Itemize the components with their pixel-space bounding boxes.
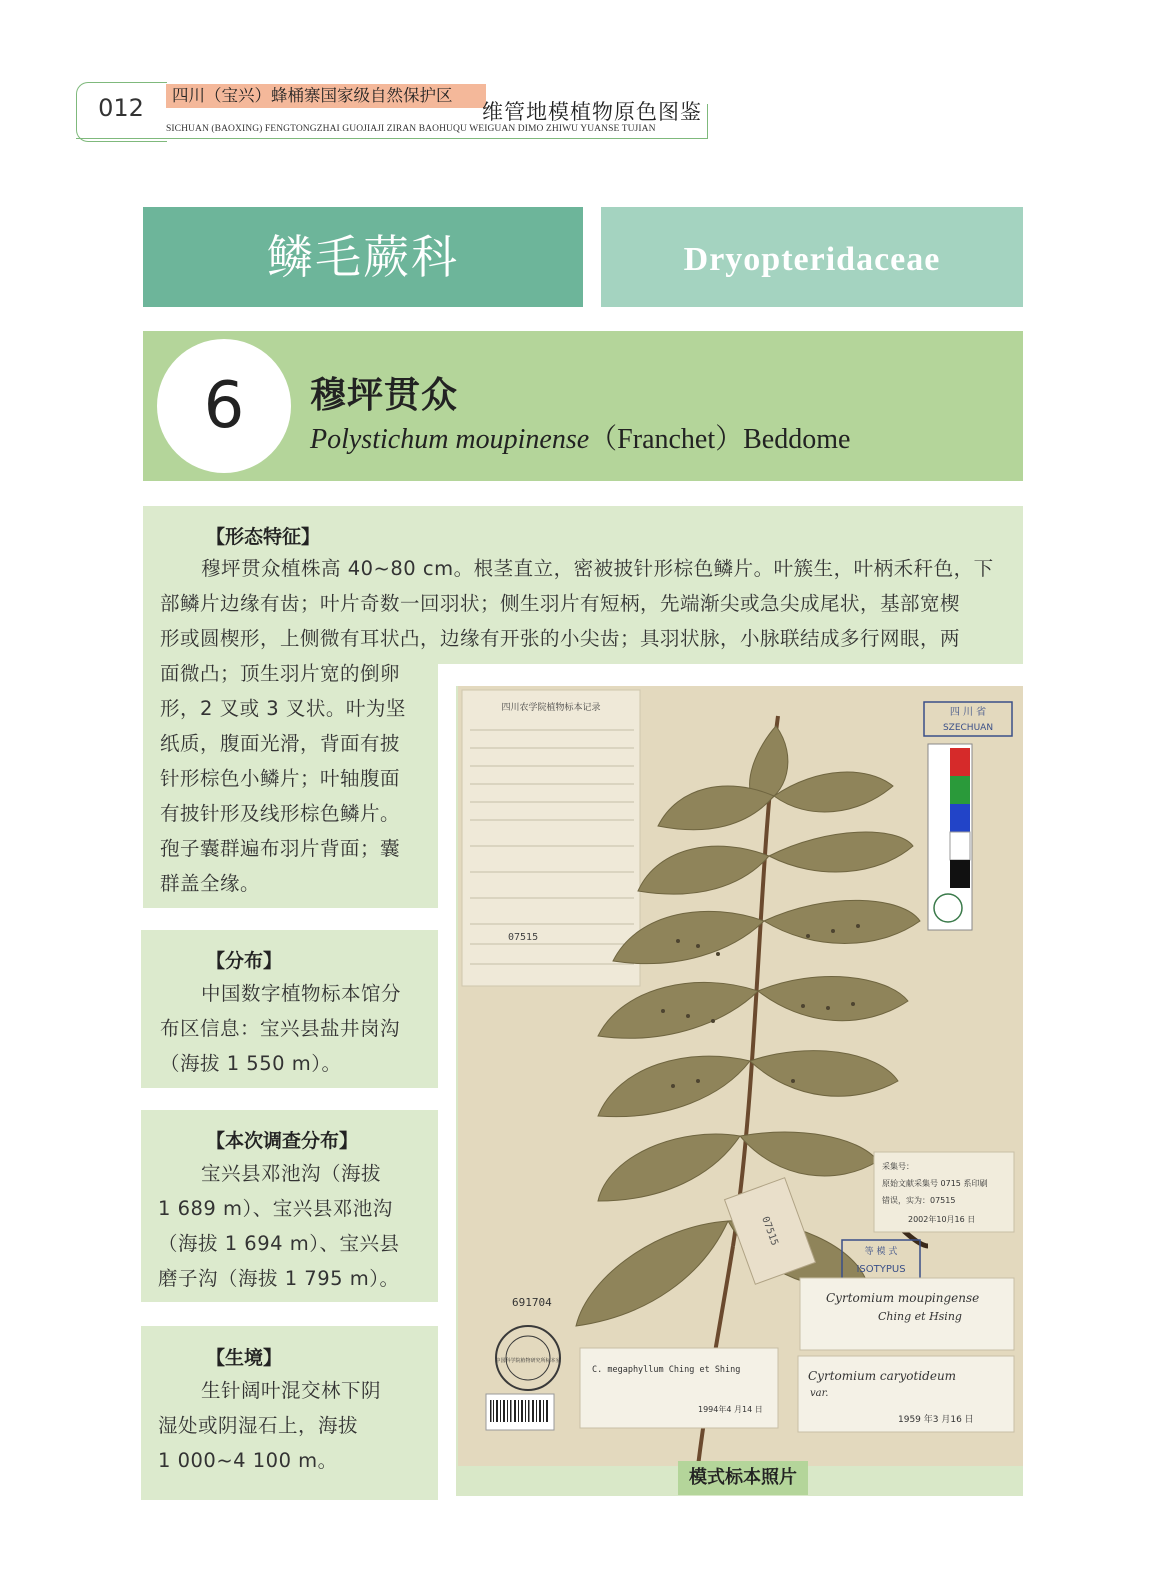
det-label-3-date: 1959 年3 月16 日: [898, 1415, 974, 1425]
determination-label-3: [798, 1356, 1014, 1432]
survey-heading: 【本次调查分布】: [206, 1130, 359, 1152]
morphology-line: 孢子囊群遍布羽片背面；囊: [160, 837, 401, 860]
habitat-line: 生针阔叶混交林下阴: [201, 1379, 382, 1402]
distribution-line: 中国数字植物标本馆分: [201, 982, 402, 1005]
collection-label-header: 四川农学院植物标本记录: [501, 703, 601, 713]
survey-line: （海拔 1 694 m）、宝兴县: [158, 1232, 400, 1255]
survey-line: 磨子沟（海拔 1 795 m）。: [158, 1267, 400, 1290]
distribution-line: 布区信息：宝兴县盐井岗沟: [160, 1017, 401, 1040]
species-name-chinese: 穆坪贯众: [310, 375, 459, 416]
morphology-line: 部鳞片边缘有齿；叶片奇数一回羽状；侧生羽片有短柄，先端渐尖或急尖成尾状，基部宽楔: [160, 592, 961, 615]
family-name-chinese: 鳞毛蕨科: [143, 207, 583, 307]
note-line-4: 2002年10月16 日: [908, 1215, 976, 1224]
isotype-stamp-text: ISOTYPUS: [856, 1264, 906, 1275]
morphology-line: 有披针形及线形棕色鳞片。: [160, 802, 401, 825]
habitat-line: 1 000~4 100 m。: [158, 1449, 338, 1472]
distribution-heading: 【分布】: [206, 950, 283, 972]
color-swatch: [950, 748, 970, 776]
province-stamp-en: SZECHUAN: [942, 723, 994, 733]
isotype-stamp-cn: 等 模 式: [864, 1247, 898, 1257]
morphology-line: 面微凸；顶生羽片宽的倒卵: [160, 662, 401, 685]
barcode: [486, 1394, 554, 1430]
note-line-2: 原始文献采集号 0715 系印刷: [882, 1179, 988, 1188]
province-stamp-cn: 四 川 省: [949, 707, 987, 718]
specimen-number: 691704: [512, 1296, 552, 1309]
color-swatch: [950, 776, 970, 804]
species-number: 6: [157, 339, 291, 473]
determination-label-2: [800, 1278, 1014, 1350]
page-number: 012: [98, 94, 144, 122]
det-label-1-date: 1994年4 月14 日: [698, 1405, 763, 1414]
header-rule: [76, 138, 708, 139]
family-name-latin: Dryopteridaceae: [601, 207, 1023, 307]
survey-line: 1 689 m）、宝兴县邓池沟: [158, 1197, 393, 1220]
species-author: （Franchet）Beddome: [589, 424, 851, 455]
morphology-line: 纸质，腹面光滑，背面有披: [160, 732, 401, 755]
morphology-line: 形或圆楔形，上侧微有耳状凸，边缘有开张的小尖齿；具羽状脉，小脉联结成多行网眼，两: [160, 627, 961, 650]
book-title: 维管地模植物原色图鉴: [482, 100, 702, 124]
survey-line: 宝兴县邓池沟（海拔: [201, 1162, 382, 1185]
habitat-line: 湿处或阴湿石上，海拔: [158, 1414, 359, 1437]
color-scale-bar: [928, 744, 972, 930]
species-name-latin: [310, 417, 850, 457]
series-title: 四川（宝兴）蜂桶寨国家级自然保护区: [166, 84, 486, 108]
det-label-2-author: Ching et Hsing: [878, 1310, 962, 1323]
color-swatch: [950, 832, 970, 860]
specimen-photo: [458, 686, 1023, 1466]
color-swatch: [950, 860, 970, 888]
morphology-line: 穆坪贯众植株高 40~80 cm。根茎直立，密被披针形棕色鳞片。叶簇生，叶柄禾秆色，下: [201, 557, 994, 580]
color-swatch: [950, 804, 970, 832]
photo-caption: 模式标本照片: [678, 1461, 808, 1495]
header-rule-end: [707, 104, 708, 138]
morphology-line: 针形棕色小鳞片；叶轴腹面: [160, 767, 401, 790]
number-tag-text: 07515: [759, 1215, 780, 1248]
herbarium-stamp: [495, 1326, 560, 1390]
note-line-1: 采集号：: [882, 1162, 914, 1171]
note-line-3: 错误，实为：07515: [882, 1196, 956, 1205]
morphology-heading: 【形态特征】: [206, 526, 321, 548]
det-label-1-name: C. megaphyllum Ching et Shing: [592, 1365, 741, 1375]
distribution-line: （海拔 1 550 m）。: [160, 1052, 342, 1075]
determination-label-1: [580, 1348, 778, 1428]
correction-note-label: [874, 1152, 1014, 1232]
specimen-illustration: [458, 686, 1023, 1466]
det-label-3-var: var.: [810, 1388, 829, 1399]
collection-tag-number: 07515: [508, 932, 539, 943]
species-binomial: Polystichum moupinense: [310, 424, 590, 455]
det-label-2-name: Cyrtomium moupingense: [826, 1291, 980, 1305]
det-label-3-name: Cyrtomium caryotideum: [808, 1369, 957, 1383]
habitat-heading: 【生境】: [206, 1347, 283, 1369]
morphology-line: 群盖全缘。: [160, 872, 261, 895]
book-title-pinyin: SICHUAN (BAOXING) FENGTONGZHAI GUOJIAJI ZIRAN BAOHUQU WEIGUAN DIMO ZHIWU YUANSE TUJIAN: [166, 124, 656, 134]
herbarium-stamp-text: 中国科学院植物研究所标本室: [495, 1358, 561, 1364]
morphology-line: 形，2 叉或 3 叉状。叶为坚: [160, 697, 406, 720]
collection-label: [462, 690, 640, 986]
